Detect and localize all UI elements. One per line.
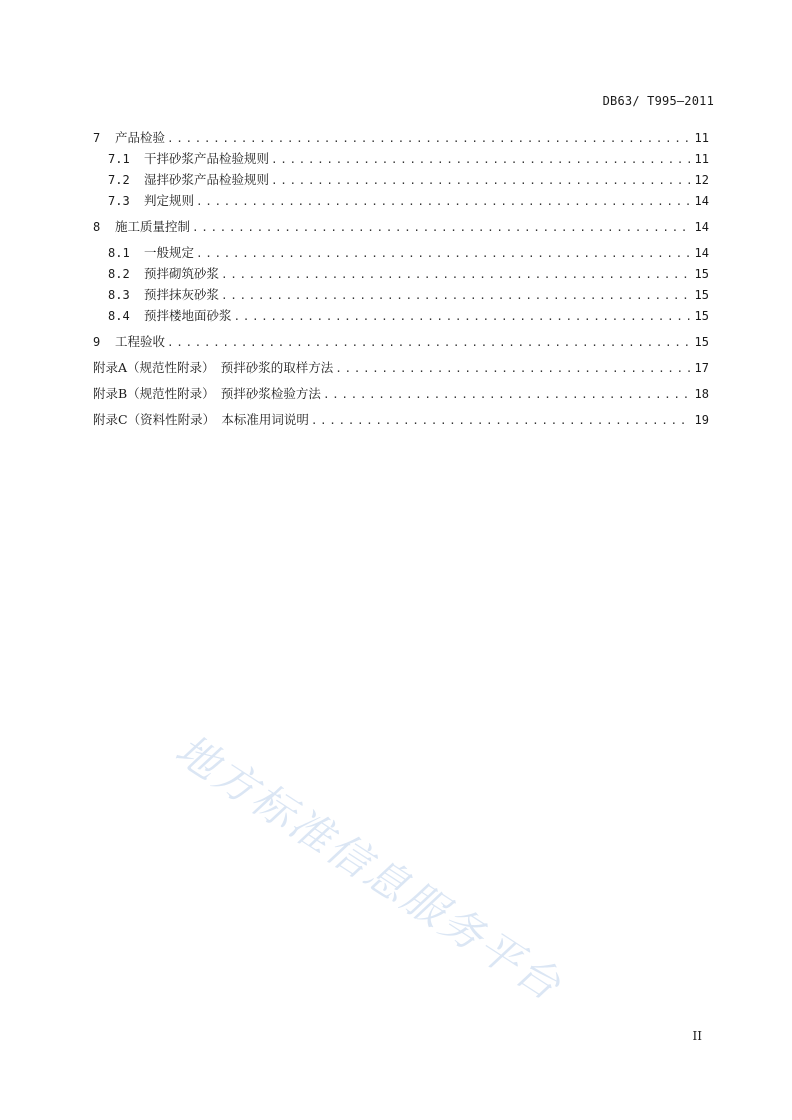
- toc-entry-page: 17: [694, 361, 709, 375]
- toc-entry-number: 8.3: [108, 288, 130, 302]
- toc-entry-8-2[interactable]: [93, 263, 709, 284]
- toc-leader-dots: [196, 191, 691, 212]
- toc-entry-page: 15: [694, 309, 709, 323]
- toc-entry-page: 15: [694, 335, 709, 349]
- toc-entry-title: 附录A（规范性附录） 预拌砂浆的取样方法: [93, 360, 334, 375]
- toc-entry-title: 附录B（规范性附录） 预拌砂浆检验方法: [93, 386, 321, 401]
- toc-leader-dots: [196, 243, 691, 264]
- toc-leader-dots: [311, 410, 691, 431]
- toc-entry-number: 7.2: [108, 173, 130, 187]
- toc-leader-dots: [271, 170, 691, 191]
- toc-entry-title: 预拌楼地面砂浆: [144, 308, 232, 323]
- toc-leader-dots: [192, 217, 691, 238]
- toc-entry-7-3[interactable]: [93, 190, 709, 211]
- table-of-contents: [93, 127, 709, 430]
- toc-entry-appendix-b[interactable]: [93, 383, 709, 404]
- toc-entry-number: 7: [93, 131, 101, 145]
- toc-entry-number: 8.1: [108, 246, 130, 260]
- document-header-code: DB63/ T995—2011: [602, 94, 714, 108]
- toc-entry-page: 15: [694, 267, 709, 281]
- toc-entry-8-4[interactable]: [93, 305, 709, 326]
- toc-entry-title: 施工质量控制: [115, 219, 191, 234]
- toc-entry-title: 湿拌砂浆产品检验规则: [144, 172, 270, 187]
- toc-entry-appendix-c[interactable]: [93, 409, 709, 430]
- toc-entry-title: 产品检验: [115, 130, 166, 145]
- toc-entry-8-1[interactable]: [93, 242, 709, 263]
- toc-entry-page: 18: [694, 387, 709, 401]
- toc-entry-8-3[interactable]: [93, 284, 709, 305]
- toc-entry-7[interactable]: [93, 127, 709, 148]
- toc-entry-page: 11: [694, 131, 709, 145]
- toc-entry-7-2[interactable]: [93, 169, 709, 190]
- toc-entry-number: 8.2: [108, 267, 130, 281]
- toc-entry-number: 8: [93, 220, 101, 234]
- toc-entry-page: 11: [694, 152, 709, 166]
- toc-entry-9[interactable]: [93, 331, 709, 352]
- toc-entry-title: 干拌砂浆产品检验规则: [144, 151, 270, 166]
- toc-leader-dots: [167, 128, 691, 149]
- toc-leader-dots: [234, 306, 691, 327]
- toc-entry-page: 14: [694, 194, 709, 208]
- toc-leader-dots: [167, 332, 691, 353]
- toc-entry-page: 14: [694, 220, 709, 234]
- toc-entry-page: 19: [694, 413, 709, 427]
- toc-entry-page: 15: [694, 288, 709, 302]
- toc-entry-appendix-a[interactable]: [93, 357, 709, 378]
- toc-entry-title: 判定规则: [144, 193, 195, 208]
- toc-entry-8[interactable]: [93, 216, 709, 237]
- toc-entry-number: 9: [93, 335, 101, 349]
- toc-entry-title: 预拌砌筑砂浆: [144, 266, 220, 281]
- toc-entry-title: 工程验收: [115, 334, 166, 349]
- toc-leader-dots: [271, 149, 691, 170]
- page-number: II: [692, 1029, 702, 1043]
- toc-entry-title: 一般规定: [144, 245, 195, 260]
- toc-entry-title: 预拌抹灰砂浆: [144, 287, 220, 302]
- toc-entry-7-1[interactable]: [93, 148, 709, 169]
- toc-leader-dots: [221, 264, 691, 285]
- toc-leader-dots: [323, 384, 691, 405]
- toc-leader-dots: [221, 285, 691, 306]
- toc-entry-page: 14: [694, 246, 709, 260]
- toc-leader-dots: [335, 358, 690, 379]
- toc-entry-title: 附录C（资料性附录） 本标准用词说明: [93, 412, 309, 427]
- toc-entry-number: 7.1: [108, 152, 130, 166]
- toc-entry-number: 7.3: [108, 194, 130, 208]
- toc-entry-number: 8.4: [108, 309, 130, 323]
- toc-entry-page: 12: [694, 173, 709, 187]
- watermark-text: 地方标准信息服务平台: [166, 724, 572, 1011]
